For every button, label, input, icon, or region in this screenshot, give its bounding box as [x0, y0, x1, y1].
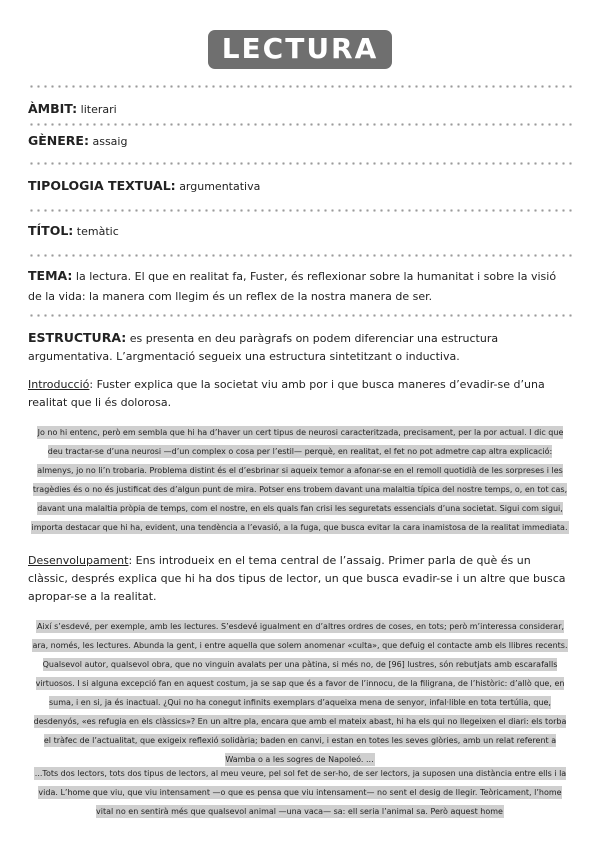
field-label: ESTRUCTURA: — [28, 330, 127, 345]
introduccio-text: : Fuster explica que la societat viu amb por i que busca maneres d’evadir-se d’una realitat que li és dolorosa. — [28, 378, 545, 409]
introduccio-label: Introducció — [28, 378, 90, 391]
field-titol — [28, 221, 572, 242]
field-label: GÈNERE: — [28, 133, 89, 148]
field-value: temàtic — [76, 225, 119, 238]
quote-text: Així s’esdevé, per exemple, amb les lectures. S’esdevé igualment en d’altres ordres de coses, en tots; però m’interessa considerar, ara, només, les lectures. Abunda la gent, i entre aquella que solem anomenar «culta», que defuig el contacte amb els llibres recents. Qualsevol autor, qualsevol obra, que no vinguin avalats per una pàtina, si més no, de [96] lustres, són rebutjats amb escarafalls virtuosos. I si alguna excepció fan en aquest costum, ja se sap que és a favor de l’innocu, de la filigrana, de l’històric: d’allò que, en suma, i en si, ja és inactual. ¿Qui no ha conegut infinits exemplars d’aqueixa mena de senyor, infal·lible en tota tertúlia, que, desdenyós, «es refugia en els clàssics»? En un altre pla, encara que amb el mateix abast, hi ha els qui no llegeixen el diari: els torba el tràfec de l’actualitat, que exigeix reflexió solidària; baden en canvi, i estan en totes les seves glòries, amb un relat referent a Wamba o a les sogres de Napoleó. ... — [32, 622, 568, 764]
dotted-divider — [28, 314, 572, 317]
field-value: argumentativa — [179, 180, 261, 193]
field-genere — [28, 131, 572, 152]
desenvolupament-paragraph — [28, 552, 572, 606]
quote-block-2 — [30, 617, 570, 769]
quote-text: ...Tots dos lectors, tots dos tipus de lectors, al meu veure, pel sol fet de ser-ho, de ser lectors, ja suposen una distància entre ells i la vida. L’home que viu, que viu intensament —o que es pensa que viu intensament— no sent el desig de llegir. Teòricament, l’home vital no en sentirà més que qualsevol animal —una vaca— sa: ell seria l’animal sa. Però aquest home — [34, 769, 567, 816]
desenvolupament-text: : Ens introdueix en el tema central de l’assaig. Primer parla de què és un clàssic, després explica que hi ha dos tipus de lector, un que busca evadir-se i un altre que busca apropar-se a la realitat. — [28, 554, 566, 603]
field-label: TEMA: — [28, 268, 73, 283]
title-container — [0, 30, 600, 69]
field-value: assaig — [92, 135, 128, 148]
field-value: es presenta en deu paràgrafs on podem diferenciar una estructura argumentativa. L’argmentació segueix una estructura sintetitzant o inductiva. — [28, 332, 499, 363]
field-ambit — [28, 99, 572, 120]
field-value: literari — [80, 103, 117, 116]
introduccio-paragraph — [28, 376, 572, 412]
desenvolupament-label: Desenvolupament — [28, 554, 129, 567]
field-tipologia — [28, 176, 572, 197]
field-label: ÀMBIT: — [28, 101, 78, 116]
dotted-divider — [28, 254, 572, 257]
dotted-divider — [28, 123, 572, 126]
field-label: TIPOLOGIA TEXTUAL: — [28, 178, 176, 193]
dotted-divider — [28, 162, 572, 165]
quote-text: Jo no hi entenc, però em sembla que hi ha d’haver un cert tipus de neurosi caracteritzada, precisament, per la por actual. I dic que deu tractar-se d’una neurosi —d’un complex o cosa per l’estil— perquè, en realitat, el fet no pot admetre cap altra explicació: almenys, jo no li’n trobaria. Problema distint és el d’esbrinar si aqueix temor a afonar-se en el remoll quotidià de les sorpreses i les tragèdies és o no és justificat des d’algun punt de mira. Potser ens trobem davant una malaltia típica del nostre temps, o, en tot cas, davant una malaltia pròpia de temps, com el nostre, en els quals fan crisi les seguretats essencials d’una societat. Sigui com sigui, importa destacar que hi ha, evident, una tendència a l’evasió, a la fuga, que busca evitar la cara inamistosa de la realitat immediata. — [31, 428, 568, 532]
quote-block-3 — [30, 764, 570, 821]
page-title: LECTURA — [208, 30, 393, 69]
field-value: la lectura. El que en realitat fa, Fuster, és reflexionar sobre la humanitat i sobre la visió de la vida: la manera com llegim és un reflex de la nostra manera de ser. — [28, 270, 557, 303]
quote-block-1 — [30, 423, 570, 537]
dotted-divider — [28, 209, 572, 212]
field-tema — [28, 266, 572, 307]
field-label: TÍTOL: — [28, 223, 74, 238]
field-estructura — [28, 329, 572, 366]
dotted-divider — [28, 85, 572, 88]
